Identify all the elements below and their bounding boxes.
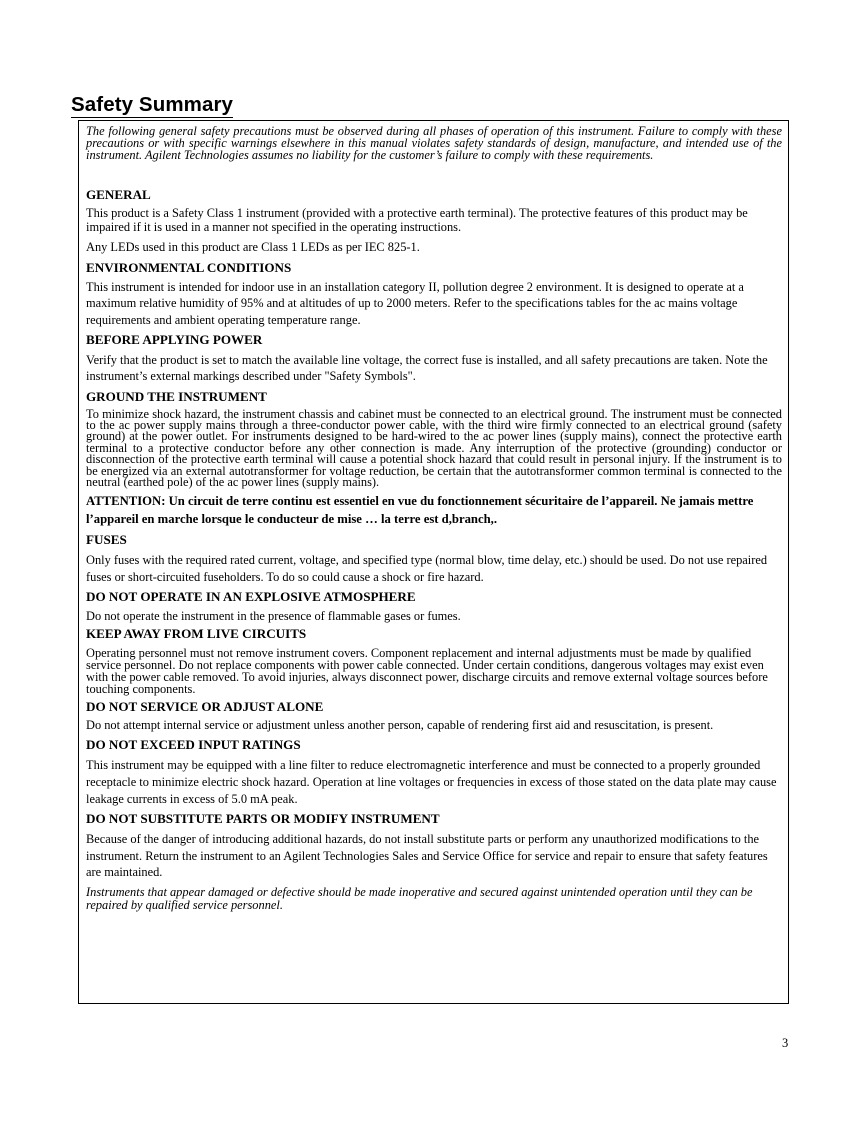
service-alone-heading: DO NOT SERVICE OR ADJUST ALONE: [86, 699, 324, 715]
fuses-heading: FUSES: [86, 532, 127, 548]
general-heading: GENERAL: [86, 187, 151, 202]
service-alone-paragraph: Do not attempt internal service or adjustment unless another person, capable of rendering first aid and resuscitation, is present.: [86, 718, 714, 733]
page-number: 3: [782, 1036, 789, 1050]
intro-paragraph: The following general safety precautions must be observed during all phases of operation of this instrument. Failure to comply with these precautions or with specific warnings elsewhere in this manual violates safety standards of design, manufacture, and intended use of the instrument. Agilent Technologies assumes no liability for the customer’s failure to comply with these requirements.: [86, 124, 782, 163]
ground-paragraph: To minimize shock hazard, the instrument chassis and cabinet must be connected to an electrical ground. The instrument must be connected to the ac power supply mains through a three-conductor power cable, with the third wire firmly connected to an electrical ground (safety ground) at the power outlet. For instruments designed to be hard-wired to the ac power lines (supply mains), connect the protective earth terminal to a protective conductor before any other connection is made. Any interruption of the protective (grounding) conductor or disconnection of the protective earth terminal will cause a potential shock hazard that could result in personal injury. If the instrument is to be energized via an external autotransformer for voltage reduction, be certain that the autotransformer common terminal is connected to the neutral (earthed pole) of the ac power lines (supply mains).: [86, 406, 782, 490]
general-paragraph-2: Any LEDs used in this product are Class 1 LEDs as per IEC 825-1.: [86, 240, 420, 255]
attention-paragraph: ATTENTION: Un circuit de terre continu est essentiel en vue du fonctionnement sécuritaire de l’appareil. Ne jamais mettre l’appareil en marche lorsque le conducteur de mise … la terre est d,branch,.: [86, 494, 754, 527]
explosive-heading: DO NOT OPERATE IN AN EXPLOSIVE ATMOSPHERE: [86, 589, 416, 605]
before-power-paragraph: Verify that the product is set to match the available line voltage, the correct fuse is installed, and all safety precautions are taken. Note the instrument’s external markings described under "Safety Symbols".: [86, 352, 768, 384]
general-paragraph-1: This product is a Safety Class 1 instrument (provided with a protective earth terminal). The protective features of this product may be impaired if it is used in a manner not specified in the operating instructions.: [86, 206, 748, 235]
ground-heading: GROUND THE INSTRUMENT: [86, 388, 267, 404]
safety-summary-box: [78, 120, 789, 1004]
environmental-paragraph: This instrument is intended for indoor use in an installation category II, pollution degree 2 environment. It is designed to operate at a maximum relative humidity of 95% and at altitudes of up to 2000 meters. Refer to the specifications tables for the ac mains voltage requirements and ambient operating temperature range.: [86, 280, 744, 327]
environmental-heading: ENVIRONMENTAL CONDITIONS: [86, 260, 292, 276]
input-ratings-heading: DO NOT EXCEED INPUT RATINGS: [86, 737, 301, 753]
closing-paragraph: Instruments that appear damaged or defective should be made inoperative and secured against unintended operation until they can be repaired by qualified service personnel.: [86, 885, 753, 913]
explosive-paragraph: Do not operate the instrument in the presence of flammable gases or fumes.: [86, 609, 461, 624]
fuses-paragraph: Only fuses with the required rated current, voltage, and specified type (normal blow, time delay, etc.) should be used. Do not use repaired fuses or short-circuited fuseholders. To do so could cause a shock or fire hazard.: [86, 553, 768, 584]
before-power-heading: BEFORE APPLYING POWER: [86, 331, 263, 347]
live-circuits-heading: KEEP AWAY FROM LIVE CIRCUITS: [86, 626, 307, 642]
page-title: Safety Summary: [71, 93, 234, 116]
input-ratings-paragraph: This instrument may be equipped with a line filter to reduce electromagnetic interference and must be connected to a properly grounded receptacle to minimize electric shock hazard. Operation at line voltages or frequencies in excess of those stated on the data plate may cause leakage currents in excess of 5.0 mA peak.: [86, 758, 777, 806]
substitute-heading: DO NOT SUBSTITUTE PARTS OR MODIFY INSTRUMENT: [86, 810, 440, 826]
substitute-paragraph: Because of the danger of introducing additional hazards, do not install substitute parts or perform any unauthorized modifications to the instrument. Return the instrument to an Agilent Technologies Sales and Service Office for service and repair to ensure that safety features are maintained.: [86, 831, 768, 880]
live-circuits-paragraph: Operating personnel must not remove instrument covers. Component replacement and internal adjustments must be made by qualified service personnel. Do not replace components with power cable connected. Under certain conditions, dangerous voltages may exist even with the power cable removed. To avoid injuries, always disconnect power, discharge circuits and remove external voltage sources before touching components.: [86, 646, 768, 697]
